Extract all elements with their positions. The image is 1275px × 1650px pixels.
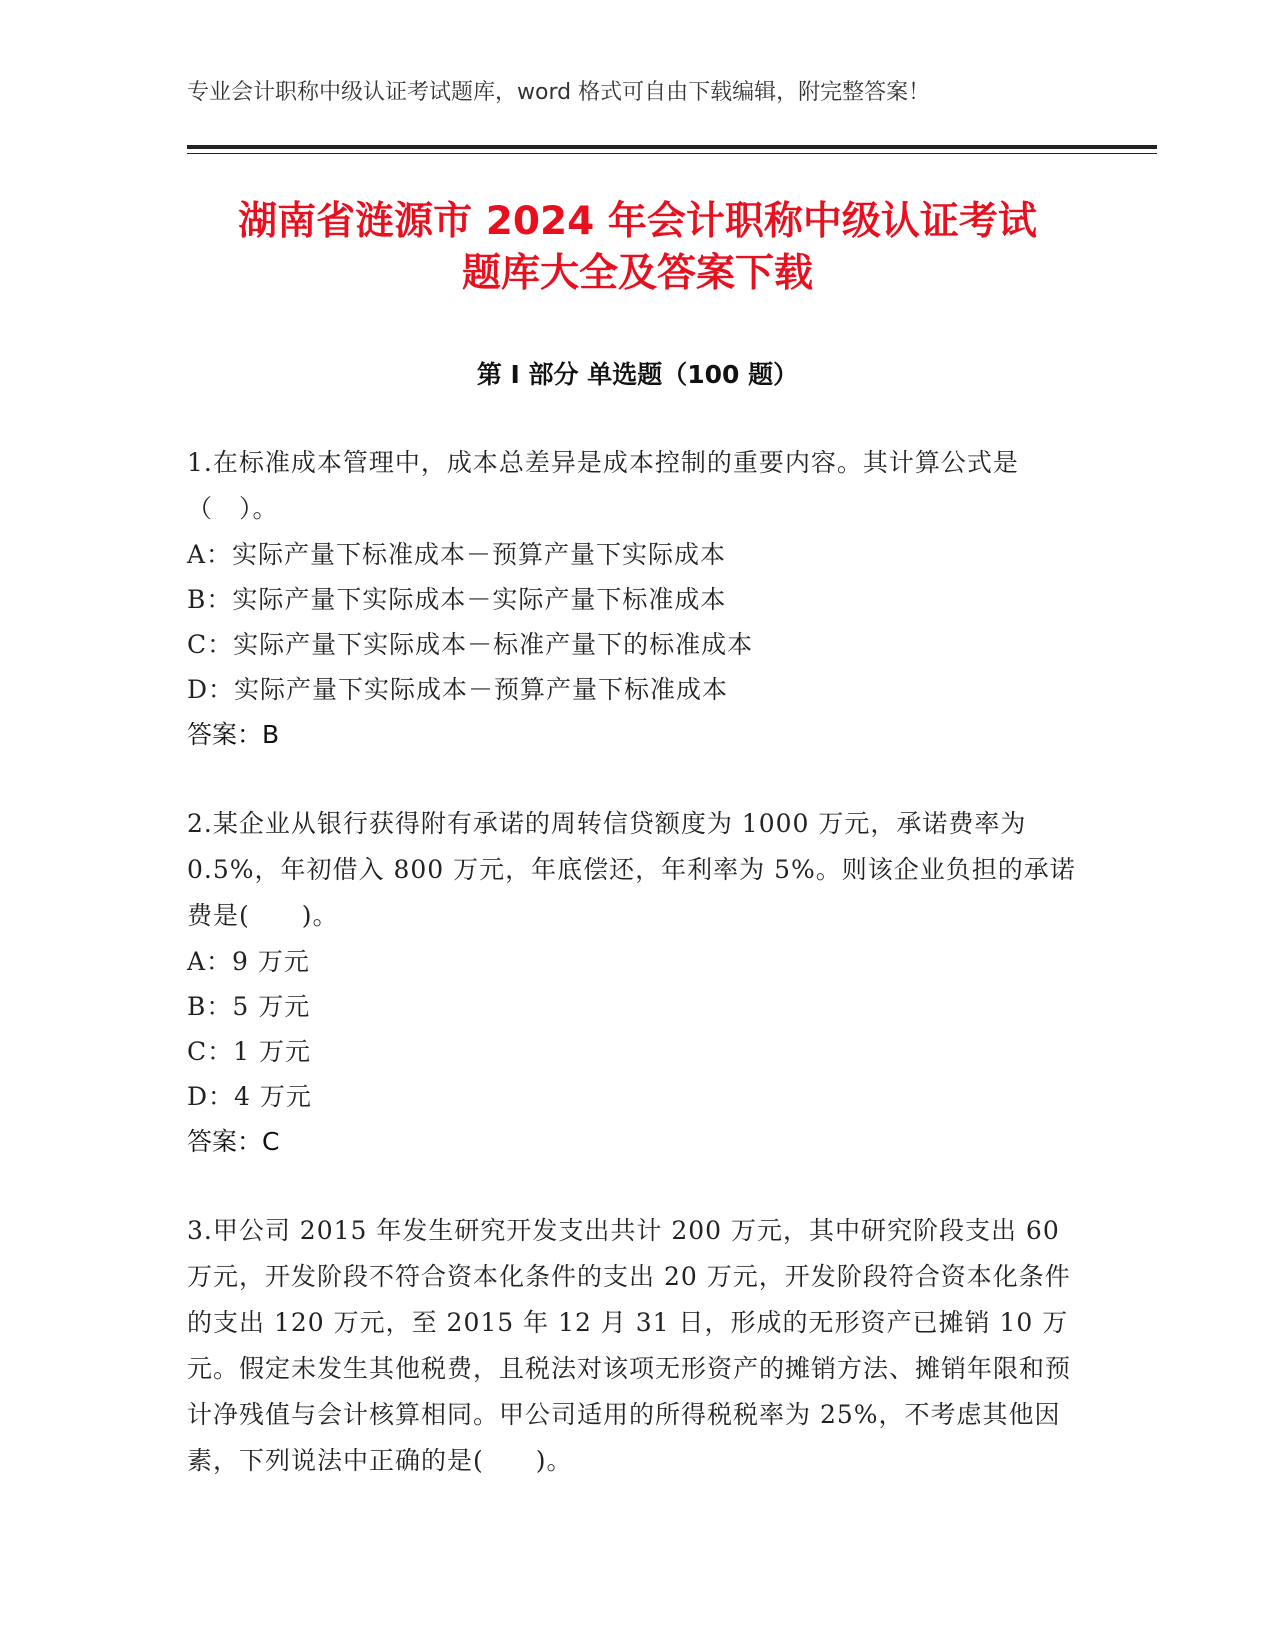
header-rule-thick	[187, 145, 1157, 149]
section-heading: 第 I 部分 单选题（100 题）	[476, 360, 799, 389]
option-a: A：实际产量下标准成本－预算产量下实际成本	[187, 540, 727, 569]
question-stem: 1.在标准成本管理中，成本总差异是成本控制的重要内容。其计算公式是（ ）。	[187, 448, 1019, 523]
option-c: C：1 万元	[187, 1037, 311, 1066]
option-c: C：实际产量下实际成本－标准产量下的标准成本	[187, 630, 754, 659]
title-line-2: 题库大全及答案下载	[461, 251, 813, 296]
question-list	[187, 440, 1077, 1528]
option-a: A：9 万元	[187, 947, 310, 976]
question-2	[187, 801, 1077, 1164]
question-3	[187, 1208, 1077, 1484]
option-b: B：5 万元	[187, 992, 311, 1021]
option-d: D：4 万元	[187, 1082, 312, 1111]
question-1	[187, 440, 1077, 757]
option-d: D：实际产量下实际成本－预算产量下标准成本	[187, 675, 729, 704]
answer: 答案：B	[187, 720, 280, 749]
answer: 答案：C	[187, 1127, 280, 1156]
header-rule-thin	[187, 153, 1157, 154]
question-stem: 2.某企业从银行获得附有承诺的周转信贷额度为 1000 万元，承诺费率为 0.5%，年初借入 800 万元，年底偿还，年利率为 5%。则该企业负担的承诺费是( )。	[187, 809, 1076, 930]
title-line-1: 湖南省涟源市 2024 年会计职称中级认证考试	[238, 199, 1037, 244]
option-b: B：实际产量下实际成本－实际产量下标准成本	[187, 585, 727, 614]
document-title	[150, 196, 1125, 300]
header-note: 专业会计职称中级认证考试题库，word 格式可自由下载编辑，附完整答案！	[187, 80, 931, 105]
question-stem: 3.甲公司 2015 年发生研究开发支出共计 200 万元，其中研究阶段支出 60 万元，开发阶段不符合资本化条件的支出 20 万元，开发阶段符合资本化条件的支出 120 万元，至 2015 年 12 月 31 日，形成的无形资产已摊销 10 万元。假定未发生其他税费，且税法对该项无形资产的摊销方法、摊销年限和预计净残值与会计核算相同。甲公司适用的所得税税率为 25%，不考虑其他因素，下列说法中正确的是( )。	[187, 1216, 1072, 1475]
